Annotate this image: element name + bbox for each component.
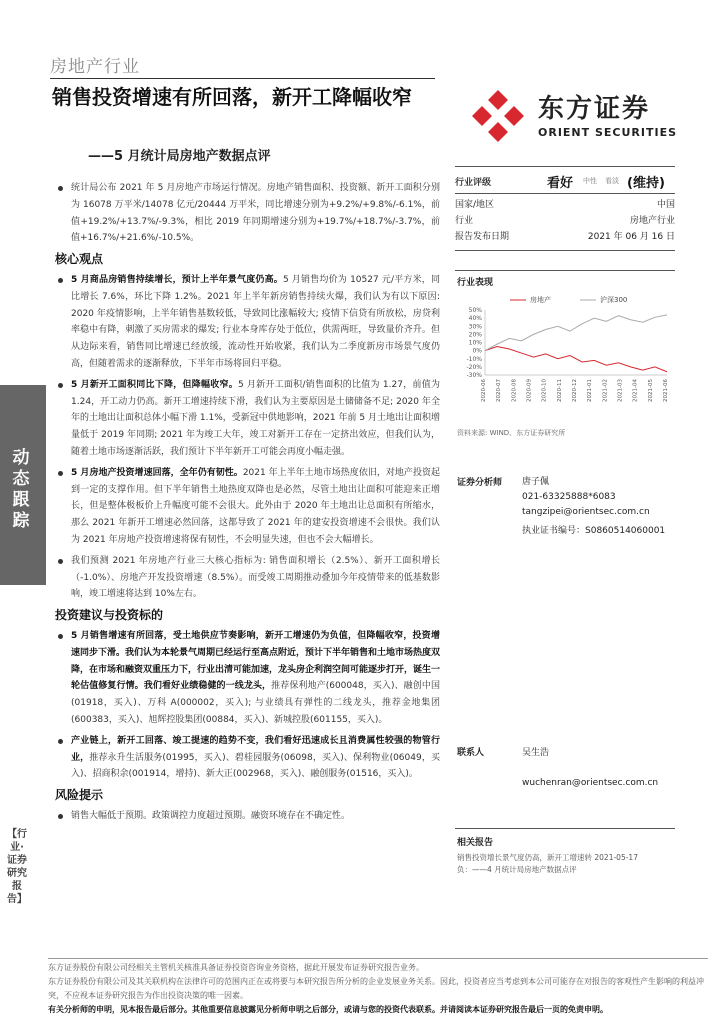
invest-item: [55, 733, 440, 783]
legend-label: 沪深300: [600, 296, 628, 304]
x-tick-label: 2020-07: [496, 379, 503, 402]
x-tick-label: 2020-08: [511, 379, 518, 402]
chart-top-rule: [455, 270, 675, 271]
rating-label: 行业评级: [455, 178, 492, 188]
side-char: 跟: [12, 490, 30, 510]
core-item-bold: 5 月新开工面积同比下降，但降幅收窄。: [71, 379, 239, 390]
company-logo: [468, 86, 708, 146]
y-tick-label: 10%: [468, 339, 482, 347]
kv-value: 中国: [656, 200, 675, 210]
core-item-text: 5 月新开工面积/销售面积的比值为 1.27，前值为 1.24，开工动力仍高。新开工增速持续下滑，我们认为主要原因是土储储备不足; 2020 年全年的土地出让面积总体小幅下滑 1.1%，受新冠中供地影响，2021 年前 5 月土地出让面积增量低于 2019 年同期; 2021 年为竣工大年，竣工对新开工存在一定挤出效应，但我们认为，随着土地市场逐渐活跃，我们预计下半年新开工可能会再度小幅走强。: [71, 379, 440, 457]
analyst-label: 证券分析师: [457, 478, 503, 488]
contact-email[interactable]: wuchenran@orientsec.com.cn: [522, 778, 659, 788]
core-item: [55, 377, 440, 461]
main-column: [55, 180, 440, 829]
rating-kv: [455, 230, 675, 245]
rating-kv: [455, 198, 675, 213]
y-tick-label: -10%: [466, 355, 482, 363]
footer-rule: [48, 958, 708, 959]
x-tick-label: 2021-04: [632, 379, 639, 402]
logo-text-en: ORIENT SECURITIES: [538, 126, 678, 139]
core-item-text: 我们预测 2021 年房地产行业三大核心指标为: 销售面积增长（2.5%）、新开工面积增长（-1.0%）、房地产开发投资增速（8.5%）。而受竣工周期推动叠加今年疫情带来的低基数影响，竣工增速将达到 10%左右。: [71, 555, 440, 600]
rating-mid-rule: [455, 193, 675, 194]
series-line-1: [485, 315, 667, 351]
analyst-phone: 021-63325888*6083: [522, 492, 616, 502]
logo-mark-icon: [468, 86, 528, 146]
contact-name: 吴生浩: [522, 748, 550, 758]
kv-value: 房地产行业: [629, 216, 675, 226]
core-item: [55, 272, 440, 373]
risk-item: 销售大幅低于预期。政策调控力度超过预期。融资环境存在不确定性。: [55, 808, 440, 825]
legend-label: 房地产: [530, 296, 551, 304]
invest-heading: 投资建议与投资标的: [55, 608, 164, 623]
invest-item-bold: 产业链上，新开工回落、竣工提速的趋势不变，我们看好迅速成长且消费属性较强的物管行业，: [71, 735, 440, 763]
contact-label: 联系人: [457, 748, 485, 758]
core-heading: 核心观点: [55, 252, 104, 267]
kv-key: 行业: [455, 216, 474, 226]
kv-key: 国家/地区: [455, 200, 495, 210]
footer-line: 有关分析师的申明，见本报告最后部分。其他重要信息披露见分析师申明之后部分，或请与您的投资代表联系。并请阅读本证券研究报告最后一页的免责申明。: [48, 1005, 608, 1014]
rating-bottom-rule: [455, 250, 675, 251]
x-tick-label: 2021-06: [663, 379, 669, 402]
report-subtitle: ——5 月统计局房地产数据点评: [88, 149, 271, 164]
rating-status: (维持): [627, 176, 665, 191]
rating-top-rule: [455, 166, 675, 167]
core-item: [55, 465, 440, 549]
x-tick-label: 2021-05: [647, 379, 654, 402]
y-tick-label: 40%: [468, 315, 482, 323]
analyst-name: 唐子佩: [522, 477, 550, 487]
x-tick-label: 2020-12: [572, 379, 578, 402]
footer-disclaimer: [48, 961, 708, 1017]
core-item-bold: 5 月商品房销售持续增长，预计上半年景气度仍高。: [71, 274, 284, 285]
y-tick-label: -20%: [466, 363, 482, 371]
invest-item-text: 推荐保利地产(600048，买入)、融创中国(01918，买入)、万科 A(000002，买入); 与业绩具有弹性的二线龙头，推荐金地集团(600383，买入)、旭辉控股集团(00884，买入)、新城控股(601155，买入)。: [71, 681, 440, 725]
x-tick-label: 2020-06: [481, 379, 487, 402]
x-tick-label: 2020-09: [526, 379, 533, 402]
y-tick-label: 0%: [472, 347, 482, 355]
y-tick-label: 30%: [468, 323, 482, 331]
y-tick-label: -30%: [466, 372, 482, 379]
related-list: [457, 852, 677, 876]
industry-label: 房地产行业: [50, 57, 140, 77]
related-rule: [455, 828, 675, 829]
footer-line: 东方证券股份有限公司经相关主管机关核准具备证券投资咨询业务资格，据此开展发布证券研究报告业务。: [48, 963, 424, 972]
kv-value: 2021 年 06 月 16 日: [587, 232, 675, 242]
related-item[interactable]: 销售投资增长景气度仍高，新开工增速转 2021-05-17: [457, 853, 638, 862]
header-rule: [50, 78, 435, 79]
performance-chart: [455, 290, 675, 415]
report-title: 销售投资增速有所回落，新开工降幅收窄: [52, 85, 412, 109]
side-char: 踪: [12, 511, 30, 531]
chart-source: 资料来源: WIND、东方证券研究所: [457, 429, 566, 437]
core-item-text: 5 月销售均价为 10527 元/平方米，同比增长 7.6%，环比下降 1.2%。2021 年上半年新房销售持续火爆，我们认为有以下原因: 2020 年疫情影响，上半年销售基数较低，导致同比涨幅较大; 疫情下信贷有所放松，房贷利率稳中有降，刺激了买房需求的爆发; 行业本身库存处于低位，供需两旺，导致量价齐升。但从边际来看，销售同比增速已经放缓，流动性开始收紧，我们认为二季度新房市场景气度仍高，但随着需求的逐渐释放，下半年市场将回归平稳。: [71, 274, 440, 369]
rating-neutral: 中性: [583, 177, 597, 185]
kv-key: 报告发布日期: [455, 232, 510, 242]
y-tick-label: 50%: [468, 307, 482, 314]
summary-paragraph: 统计局公布 2021 年 5 月房地产市场运行情况。房地产销售面积、投资额、新开工面积分别为 16078 万平米/14078 亿元/20444 万平米，同比增速分别为+9.2%/+9.8%/-6.1%，前值+19.2%/+13.7%/-9.3%，相比 2019 年同期增速分别为+19.7%/+18.7%/-3.7%，前值+16.7%/+21.6%/-10.5%。: [55, 180, 440, 247]
invest-item-text: 推荐永升生活服务(01995，买入)、碧桂园服务(06098，买入)、保利物业(06049，买入)、招商积余(001914，增持)、新大正(002968，买入)、融创服务(01516，买入)。: [71, 752, 440, 780]
invest-item: [55, 628, 440, 729]
core-item-bold: 5 月房地产投资增速回落，全年仍有韧性。: [71, 467, 243, 478]
related-label: 相关报告: [457, 838, 494, 848]
x-tick-label: 2021-03: [617, 379, 624, 402]
x-tick-label: 2020-11: [556, 379, 563, 402]
series-line-0: [485, 347, 667, 372]
rating-kv: [455, 214, 675, 229]
y-tick-label: 20%: [468, 331, 482, 339]
side-char: 态: [12, 469, 30, 489]
analyst-info: [522, 475, 650, 520]
rating-negative: 看淡: [605, 177, 619, 185]
x-tick-label: 2020-10: [541, 379, 548, 402]
analyst-email[interactable]: tangzipei@orientsec.com.cn: [522, 507, 650, 517]
related-item[interactable]: 负：——4 月统计局房地产数据点评: [457, 865, 577, 874]
invest-item-bold: 5 月销售增速有所回落，受土地供应节奏影响，新开工增速仍为负值，但降幅收窄，投资增速同步下滑。我们认为本轮景气周期已经运行至高点附近，预计下半年销售和土地市场热度双降，在市场和融资双重压力下，行业出清可能加速，龙头房企利润空间可能逐步打开，诞生一轮估值修复行情。我们看好业绩稳健的一线龙头，: [71, 630, 441, 692]
footer-line: 东方证券股份有限公司及其关联机构在法律许可的范围内正在或将要与本研究报告所分析的企业发展业务关系。因此，投资者应当考虑到本公司可能存在对报告的客观性产生影响的利益冲突，不应视本证券研究报告为作出投资决策的唯一因素。: [48, 977, 704, 1000]
side-char: 动: [12, 448, 30, 468]
chart-title: 行业表现: [457, 278, 494, 288]
core-item: [55, 553, 440, 603]
rating-main: 看好: [547, 176, 574, 191]
risk-heading: 风险提示: [55, 788, 104, 803]
analyst-cert: 执业证书编号：S0860514060001: [522, 526, 666, 536]
x-tick-label: 2021-01: [587, 379, 594, 402]
side-vertical-text: [8, 448, 34, 532]
core-item-text: 2021 年上半年土地市场热度依旧，对地产投资起到一定的支撑作用。但下半年销售土地热度双降也是必然，尽管土地出让面积可能迎来正增长，但是整体极板价上升幅度可能不会很大。此外由于 2020 年土地出让总面积有所缩水，那么 2021 年新开工增速必然回落，这都导致了 2021 年的建安投资增速不会很快。我们认为 2021 年房地产投资增速将保有韧性，不会明显失速，但也不会大幅增长。: [71, 467, 440, 545]
x-tick-label: 2021-02: [602, 379, 609, 402]
side-report-label: 【行业·证券研究报告】: [7, 829, 27, 905]
logo-text-cn: 东方证券: [538, 94, 651, 124]
